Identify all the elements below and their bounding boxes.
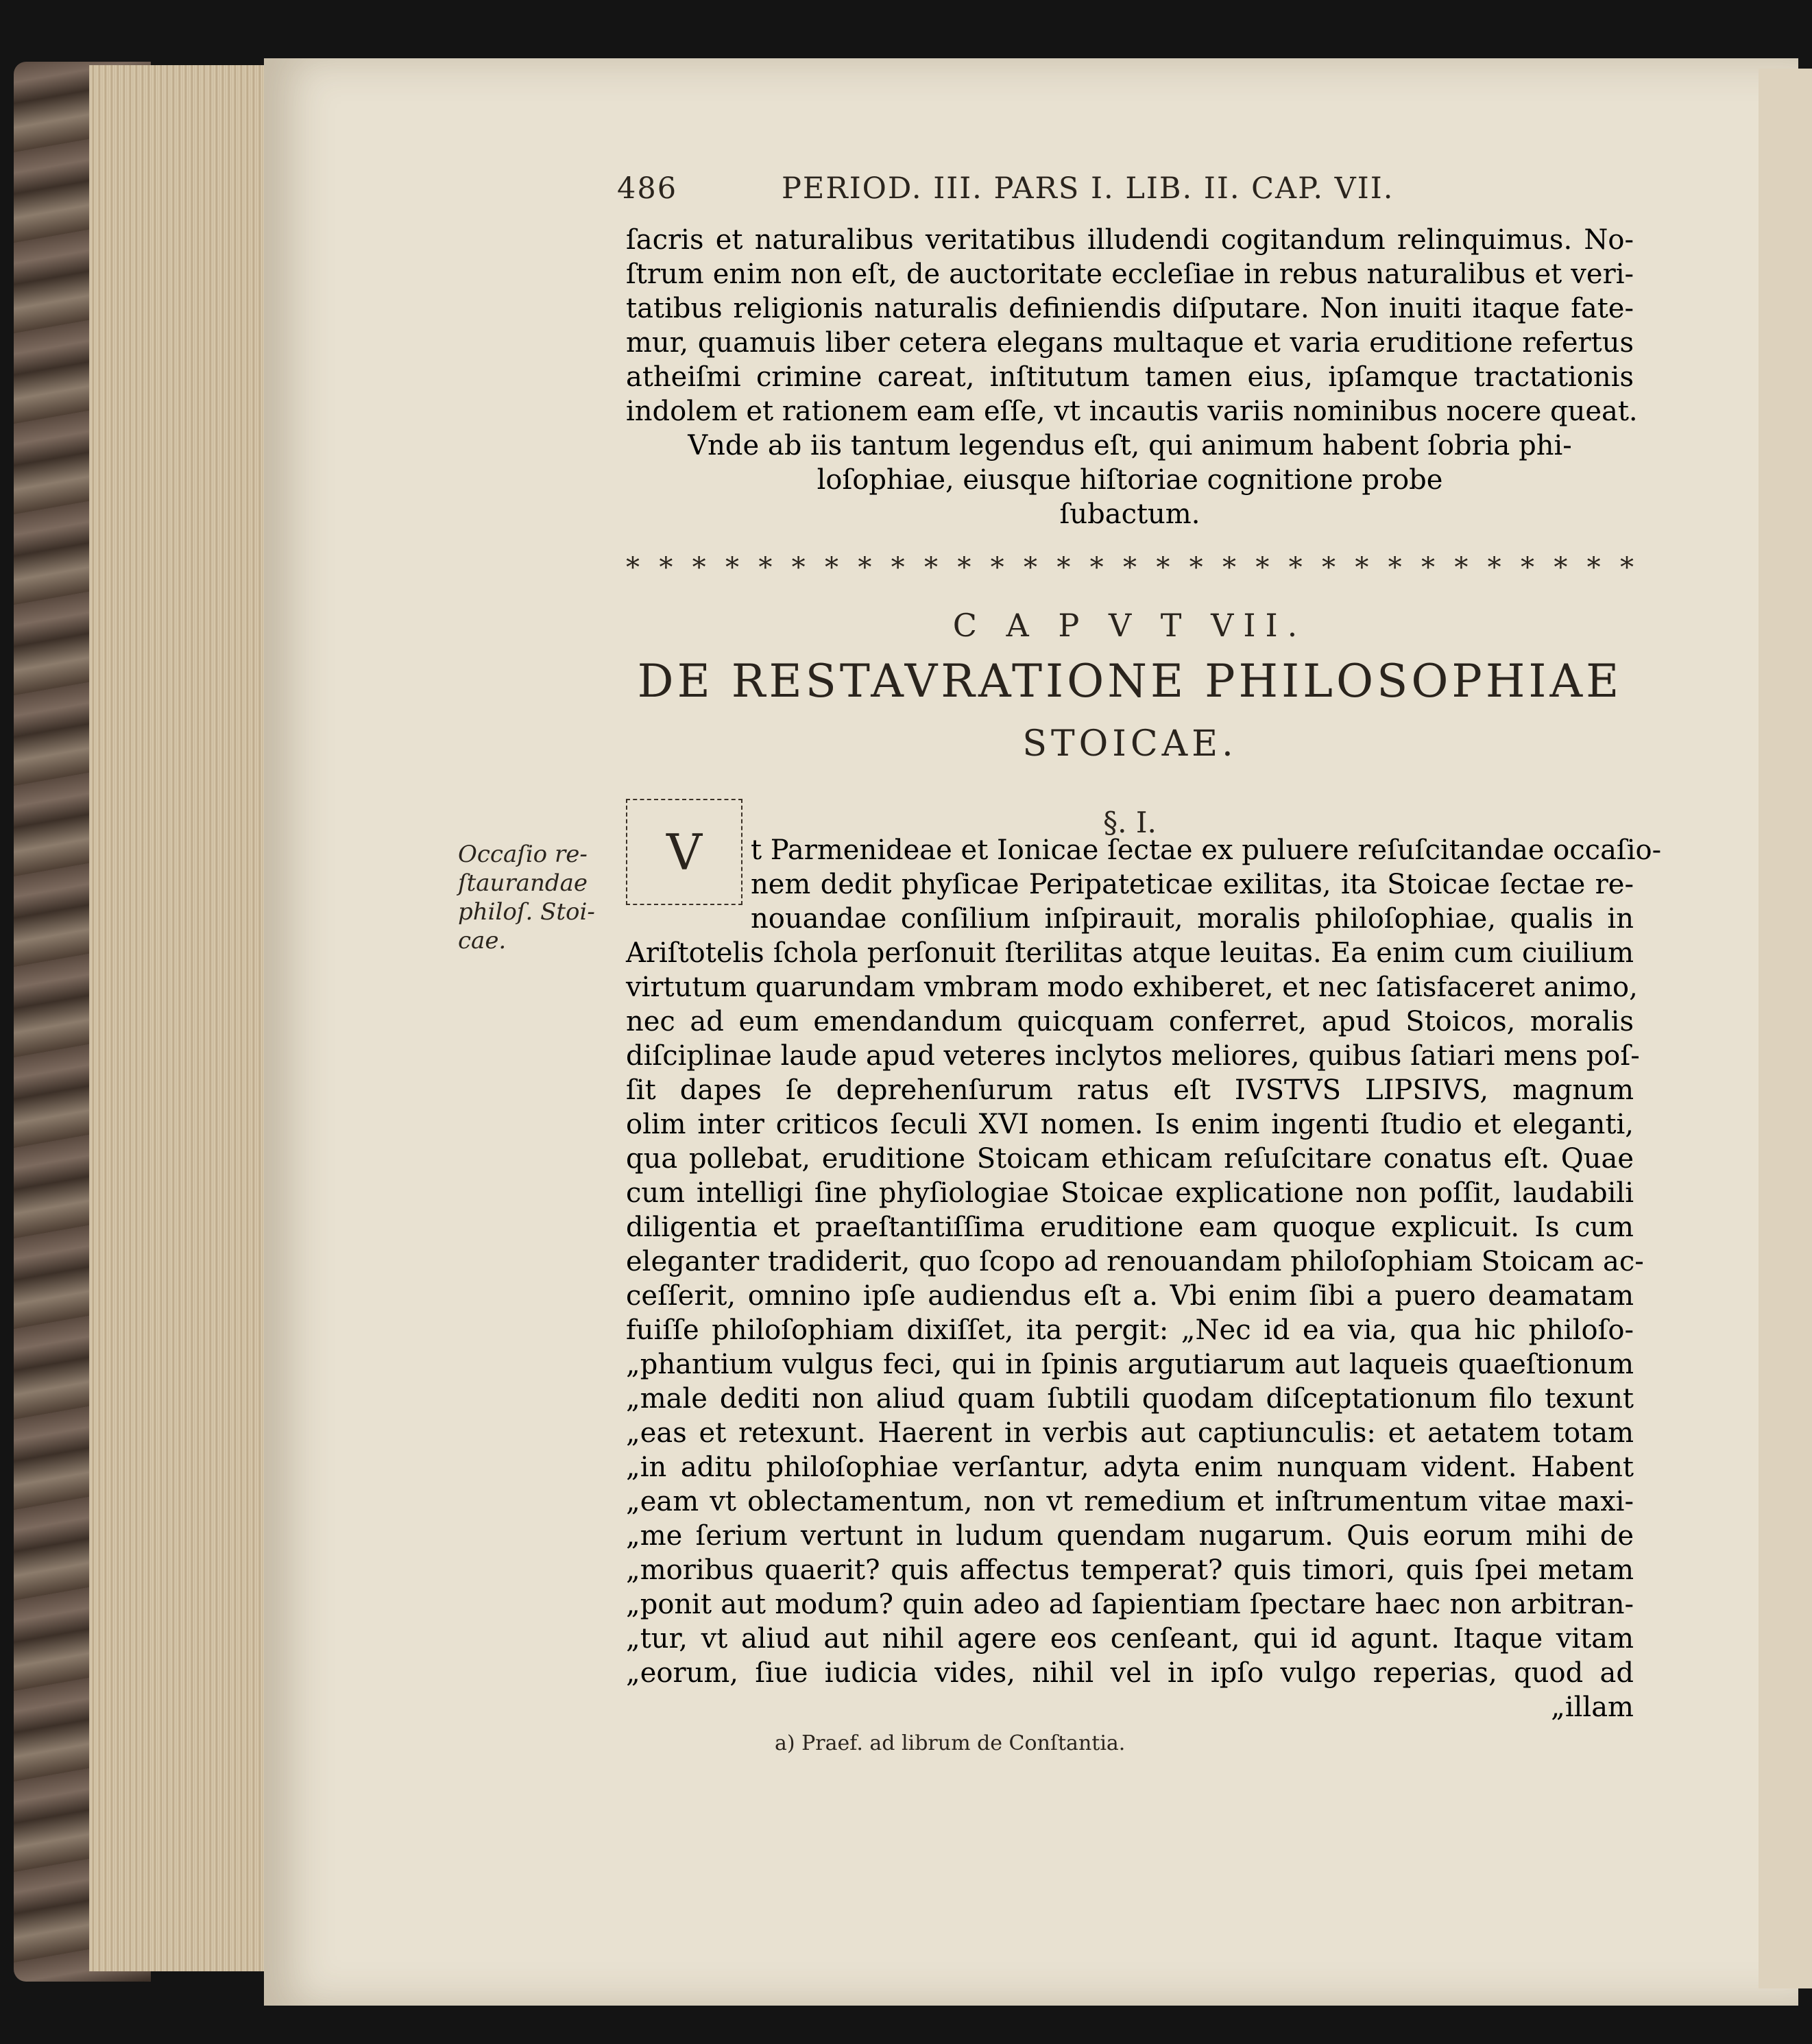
running-head: PERIOD. III. PARS I. LIB. II. CAP. VII. [782,171,1394,206]
margin-note-line: Occaſio re- [458,841,588,868]
text-line: virtutum quarundam vmbram modo exhiberet, et nec ſatisfaceret animo, [626,972,1638,1003]
text-line: nec ad eum emendandum quicquam conferret, apud Stoicos, moralis [626,1006,1634,1037]
text-line: olim inter criticos ſeculi XVI nomen. Is enim ingenti ſtudio et eleganti, [626,1109,1634,1140]
text-line: mur, quamuis liber cetera elegans multaque et varia eruditione refertus [626,327,1634,359]
text-line: eleganter tradiderit, quo ſcopo ad renouandam philoſophiam Stoicam ac- [626,1246,1644,1277]
text-line: diligentia et praeſtantiſſima eruditione eam quoque explicuit. Is cum [626,1212,1634,1243]
facing-page-edge [1759,69,1812,1988]
text-line: ſacris et naturalibus veritatibus illudendi cogitandum relinquimus. No- [626,224,1634,256]
text-line: „me ſerium vertunt in ludum quendam nugarum. Quis eorum mihi de [626,1520,1634,1552]
margin-note-line: cae. [458,927,507,954]
text-line: nem dedit phyſicae Peripateticae exilitas, ita Stoicae ſectae re- [751,869,1634,900]
text-line: „tur, vt aliud aut nihil agere eos cenſeant, qui id agunt. Itaque vitam [626,1623,1634,1655]
text-line: ſtrum enim non eſt, de auctoritate eccleſiae in rebus naturalibus et veri- [626,258,1634,290]
text-line: „phantium vulgus feci, qui in ſpinis argutiarum aut laqueis quaeſtionum [626,1349,1634,1380]
chapter-title: DE RESTAVRATIONE PHILOSOPHIAE [637,655,1623,708]
margin-note [458,840,602,955]
text-line: atheiſmi crimine careat, inſtitutum tamen eius, ipſamque tractationis [626,361,1634,393]
text-line: „eam vt oblectamentum, non vt remedium et inſtrumentum vitae maxi- [626,1486,1634,1517]
chapter-label: C A P V T VII. [952,607,1307,644]
text-line: tatibus religionis naturalis definiendis diſputare. Non inuiti itaque fate- [626,293,1634,324]
text-line: qua pollebat, eruditione Stoicam ethicam reſuſcitare conatus eſt. Quae [626,1143,1634,1175]
text-line: ſubactum. [1059,498,1200,530]
text-line: „in aditu philoſophiae verſantur, adyta enim nunquam vident. Habent [626,1452,1634,1483]
text-line: indolem et rationem eam eſſe, vt incautis variis nominibus nocere queat. [626,396,1638,427]
text-line: diſciplinae laude apud veteres inclytos meliores, quibus ſatiari mens poſ- [626,1040,1640,1072]
text-line: ſit dapes ſe deprehenſurum ratus eſt IVSTVS LIPSIVS, magnum [626,1074,1634,1106]
separator-stars: * * * * * * * * * * * * * * * * * * * * * * * * * * * * * * * [626,552,1634,584]
text-line: cum intelligi ſine phyſiologiae Stoicae explicatione non poſſit, laudabili [626,1177,1634,1209]
text-line: ceſſerit, omnino ipſe audiendus eſt a. Vbi enim ſibi a puero deamatam [626,1280,1634,1312]
text-line: nouandae conſilium inſpirauit, moralis philoſophiae, qualis in [751,903,1634,935]
chapter-title-continued: STOICAE. [1022,723,1237,765]
text-line: „eas et retexunt. Haerent in verbis aut captiunculis: et aetatem totam [626,1417,1634,1449]
ornamental-initial: V [626,799,742,905]
margin-note-line: ſtaurandae [458,869,588,897]
page-edges [89,65,267,1971]
text-line: Ariſtotelis ſchola perſonuit ſterilitas atque leuitas. Ea enim cum ciuilium [626,937,1634,969]
text-line: fuiſſe philoſophiam dixiſſet, ita pergit: „Nec id ea via, qua hic philoſo- [626,1314,1634,1346]
margin-note-line: philoſ. Stoi- [458,898,595,926]
text-line: „eorum, ſiue iudicia vides, nihil vel in ipſo vulgo reperias, quod ad [626,1657,1634,1689]
text-line: t Parmenideae et Ionicae ſectae ex puluere reſuſcitandae occaſio- [751,834,1662,866]
page-number: 486 [617,171,678,206]
text-line: „ponit aut modum? quin adeo ad ſapientiam ſpectare haec non arbitran- [626,1589,1634,1620]
catchword: „illam [1551,1692,1634,1723]
text-line: „male dediti non aliud quam ſubtili quodam diſceptationum filo texunt [626,1383,1634,1415]
footnote: a) Praef. ad librum de Conſtantia. [775,1731,1126,1755]
page-header [617,171,1460,213]
text-line: loſophiae, eiusque hiſtoriae cognitione probe [817,464,1443,496]
text-line: Vnde ab iis tantum legendus eſt, qui animum habent ſobria phi- [688,430,1572,461]
section-mark: §. I. [1103,806,1157,839]
text-line: „moribus quaerit? quis affectus temperat? quis timori, quis ſpei metam [626,1554,1634,1586]
